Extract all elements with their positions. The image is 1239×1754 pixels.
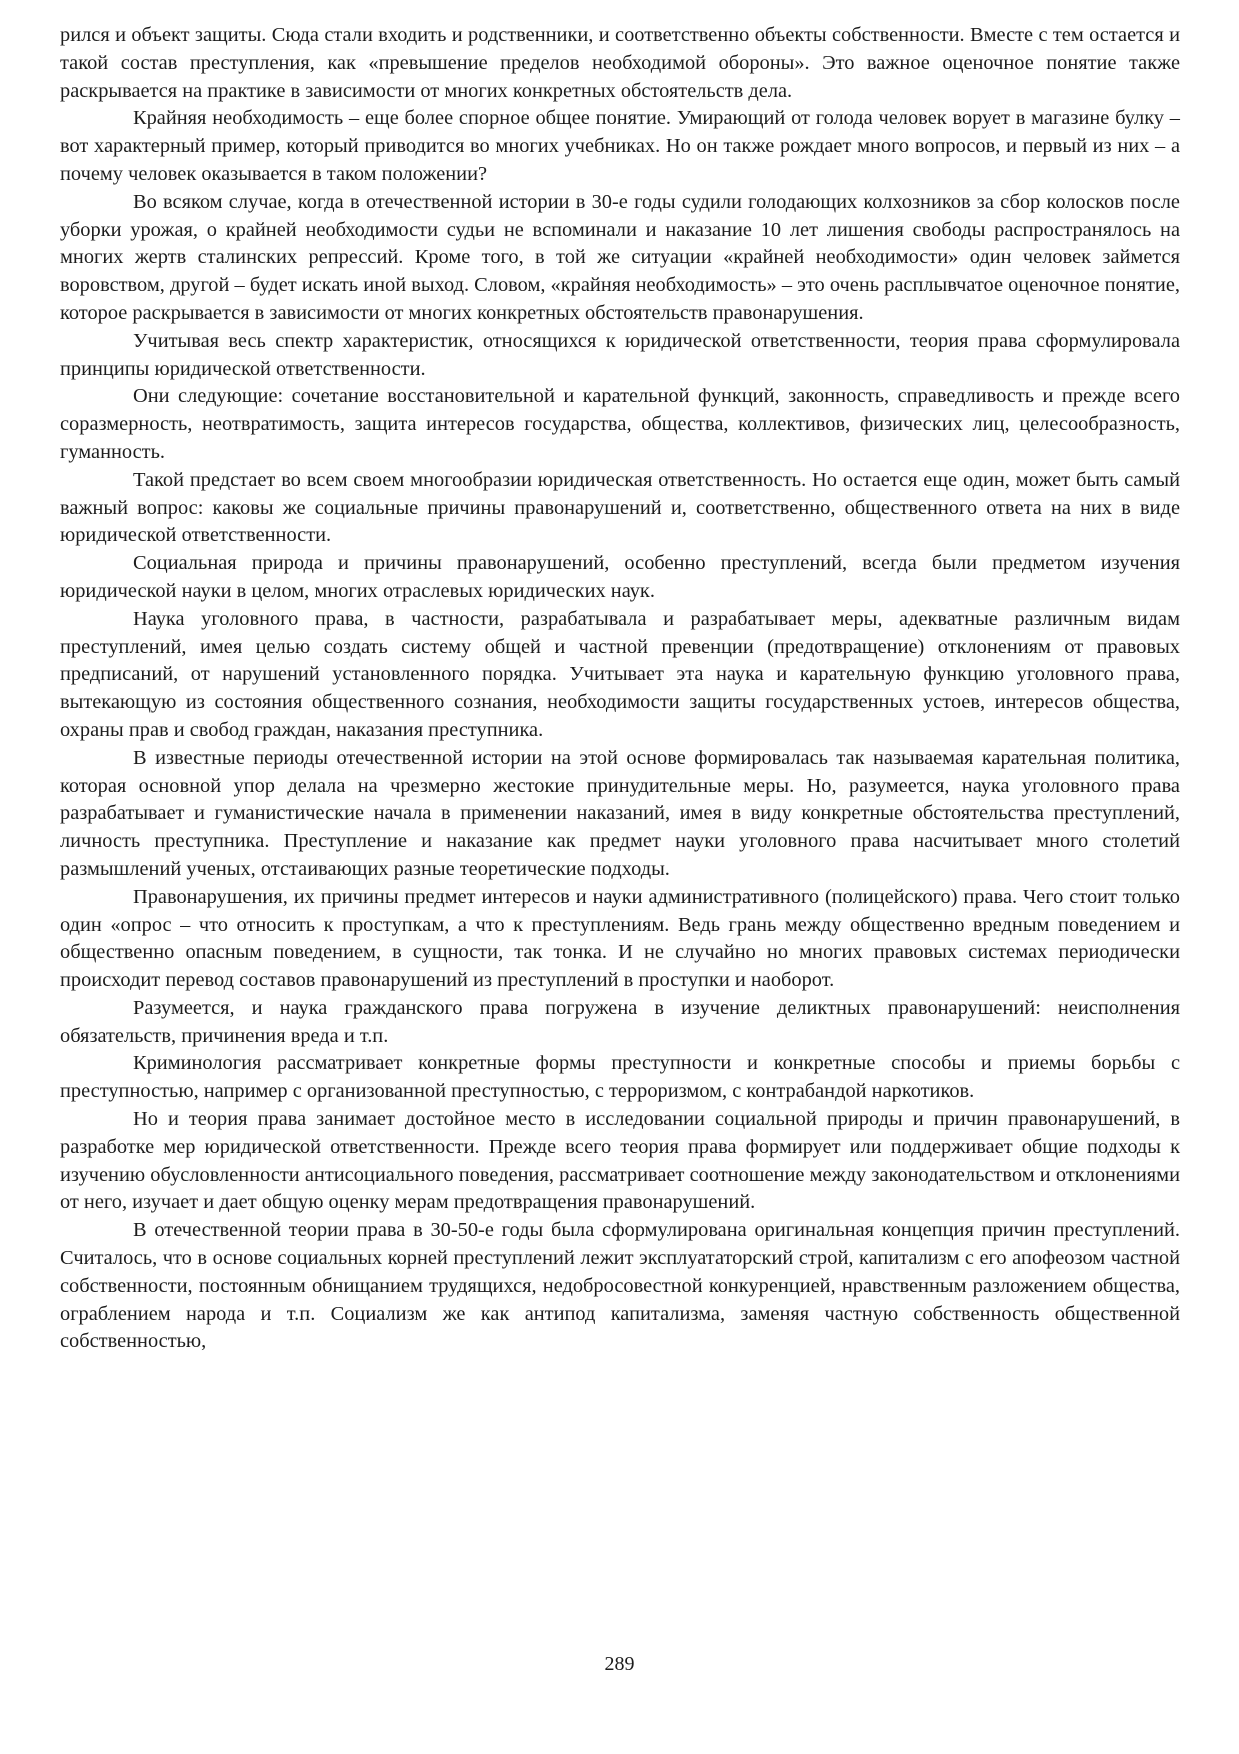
paragraph-8: Наука уголовного права, в частности, разрабатывала и разрабатывает меры, адекватные различным видам преступлений, имея целью создать систему общей и частной превенции (предотвращение) отклонениям от правовых предписаний, от нарушений установленного порядка. Учитывает эта наука и карательную функцию уголовного права, вытекающую из состояния общественного сознания, необходимости защиты государственных устоев, интересов общества, охраны прав и свобод граждан, наказания преступника. bbox=[60, 607, 1180, 741]
paragraph-9: В известные периоды отечественной истории на этой основе формировалась так называемая карательная политика, которая основной упор делала на чрезмерно жестокие принудительные меры. Но, разумеется, наука уголовного права разрабатывает и гуманистические начала в применении наказаний, имея в виду конкретные обстоятельства преступлений, личность преступника. Преступление и наказание как предмет науки уголовного права насчитывает много столетий размышлений ученых, отстаивающих разные теоретические подходы. bbox=[60, 746, 1180, 880]
paragraph-7: Социальная природа и причины правонарушений, особенно преступлений, всегда были предметом изучения юридической науки в целом, многих отраслевых юридических наук. bbox=[60, 552, 1180, 602]
paragraph-1: рился и объект защиты. Сюда стали входить и родственники, и соответственно объекты собственности. Вместе с тем остается и такой состав преступления, как «превышение пределов необходимой обороны». Это важное оценочное понятие также раскрывается на практике в зависимости от многих конкретных обстоятельств дела. bbox=[60, 24, 1180, 102]
paragraph-5: Они следующие: сочетание восстановительной и карательной функций, законность, справедливость и прежде всего соразмерность, неотвратимость, защита интересов государства, общества, коллективов, физических лиц, целесообразность, гуманность. bbox=[60, 385, 1180, 463]
paragraph-4: Учитывая весь спектр характеристик, относящихся к юридической ответственности, теория права сформулировала принципы юридической ответственности. bbox=[60, 329, 1180, 380]
paragraph-13: Но и теория права занимает достойное место в исследовании социальной природы и причин правонарушений, в разработке мер юридической ответственности. Прежде всего теория права формирует или поддерживает общие подходы к изучению обусловленности антисоциального поведения, рассматривает соотношение между законодательством и отклонениями от него, изучает и дает общую оценку мерам предотвращения правонарушений. bbox=[60, 1108, 1180, 1214]
paragraph-10: Правонарушения, их причины предмет интересов и науки административного (полицейского) права. Чего стоит только один «опрос – что относить к проступкам, а что к преступлениям. Ведь грань между общественно вредным поведением и общественно опасным поведением, в сущности, так тонка. И не случайно но многих правовых системах периодически происходит перевод составов правонарушений из преступлений в проступки и наоборот. bbox=[60, 885, 1180, 992]
paragraph-12: Криминология рассматривает конкретные формы преступности и конкретные способы и приемы борьбы с преступностью, например с организованной преступностью, с терроризмом, с контрабандой наркотиков. bbox=[60, 1052, 1180, 1103]
paragraph-2: Крайняя необходимость – еще более спорное общее понятие. Умирающий от голода человек ворует в магазине булку – вот характерный пример, который приводится во многих учебниках. Но он также рождает много вопросов, и первый из них – а почему человек оказывается в таком положении? bbox=[60, 107, 1180, 185]
paragraph-3: Во всяком случае, когда в отечественной истории в 30-е годы судили голодающих колхозников за сбор колосков после уборки урожая, о крайней необходимости судьи не вспоминали и наказание 10 лет лишения свободы распространялось на многих жертв сталинских репрессий. Кроме того, в той же ситуации «крайней необходимости» один человек займется воровством, другой – будет искать иной выход. Словом, «крайняя необходимость» – это очень расплывчатое оценочное понятие, которое раскрывается в зависимости от многих конкретных обстоятельств правонарушения. bbox=[60, 190, 1180, 324]
page-number: 289 bbox=[604, 1653, 635, 1675]
paragraph-14: В отечественной теории права в 30-50-е годы была сформулирована оригинальная концепция причин преступлений. Считалось, что в основе социальных корней преступлений лежит эксплуататорский строй, капитализм с его апофеозом частной собственности, постоянным обнищанием трудящихся, недобросовестной конкуренцией, нравственным разложением общества, ограблением народа и т.п. Социализм же как антипод капитализма, заменяя частную собственность общественной собственностью, bbox=[60, 1219, 1180, 1353]
page-body bbox=[60, 22, 1180, 1356]
paragraph-6: Такой предстает во всем своем многообразии юридическая ответственность. Но остается еще один, может быть самый важный вопрос: каковы же социальные причины правонарушений и, соответственно, общественного ответа на них в виде юридической ответственности. bbox=[60, 468, 1180, 547]
paragraph-11: Разумеется, и наука гражданского права погружена в изучение деликтных правонарушений: неисполнения обязательств, причинения вреда и т.п. bbox=[60, 996, 1180, 1047]
